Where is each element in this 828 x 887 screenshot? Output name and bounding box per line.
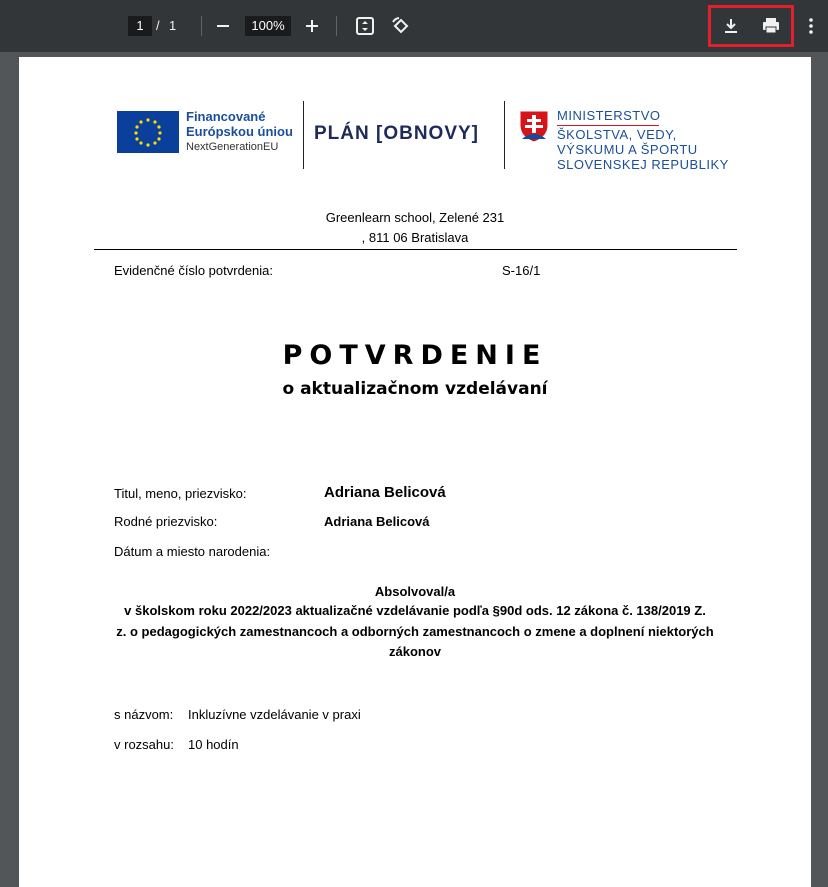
ministry-logo-underline [557, 125, 659, 126]
eu-logo-text: Európskou úniou [186, 124, 293, 139]
birth-surname-value: Adriana Belicová [324, 514, 430, 529]
logo-divider [303, 101, 304, 169]
rotate-button[interactable] [387, 12, 415, 40]
birth-surname-label: Rodné priezvisko: [114, 514, 218, 529]
name-value: Adriana Belicová [324, 484, 446, 501]
fit-page-button[interactable] [351, 12, 379, 40]
download-icon [722, 17, 740, 35]
eu-flag-logo [117, 111, 179, 153]
pdf-toolbar [0, 0, 828, 52]
eu-logo-text: Financované [186, 109, 266, 124]
ministry-logo-text: MINISTERSTVO [557, 108, 661, 123]
print-button[interactable] [757, 12, 785, 40]
total-pages: 1 [169, 18, 177, 33]
reference-number-label: Evidenčné číslo potvrdenia: [114, 263, 273, 278]
plus-icon [304, 18, 320, 34]
birth-date-place-label: Dátum a miesto narodenia: [114, 544, 271, 559]
zoom-in-button[interactable] [298, 12, 326, 40]
pdf-page [19, 57, 811, 887]
more-vert-icon [808, 17, 814, 35]
absolved-text-line: zákonov [388, 644, 441, 659]
rotate-icon [391, 16, 411, 36]
absolved-text-line: v školskom roku 2022/2023 aktualizačné vzdelávanie podľa §90d ods. 12 zákona č. 138/2019 Z. [124, 603, 706, 618]
absolved-heading: Absolvoval/a [374, 584, 456, 599]
more-options-button[interactable] [797, 12, 825, 40]
name-label: Titul, meno, priezvisko: [114, 486, 247, 501]
download-button[interactable] [717, 12, 745, 40]
header-divider [94, 249, 737, 250]
minus-icon [215, 18, 231, 34]
eu-logo-subtext: NextGenerationEU [186, 141, 279, 153]
school-address-line: Greenlearn school, Zelené 231 [325, 210, 505, 225]
fit-page-icon [355, 16, 375, 36]
ministry-logo-text: ŠKOLSTVA, VEDY, [557, 127, 677, 142]
reference-number-value: S-16/1 [502, 263, 541, 278]
plan-obnovy-logo: PLÁN [OBNOVY] [314, 123, 479, 144]
slovak-coat-of-arms-icon [518, 109, 550, 148]
course-name-value: Inkluzívne vzdelávanie v praxi [188, 707, 361, 722]
logo-divider [504, 101, 505, 169]
ministry-logo-text: SLOVENSKEJ REPUBLIKY [557, 157, 729, 172]
course-name-label: s názvom: [114, 707, 174, 722]
course-scope-value: 10 hodín [188, 737, 239, 752]
ministry-logo-text: VÝSKUMU A ŠPORTU [557, 142, 698, 157]
absolved-text-line: z. o pedagogických zamestnancoch a odborných zamestnancoch o zmene a doplnení niektorých [116, 624, 714, 639]
zoom-out-button[interactable] [209, 12, 237, 40]
print-icon [761, 16, 781, 36]
page-separator: / [156, 18, 160, 33]
school-address-line: , 811 06 Bratislava [361, 230, 469, 245]
zoom-input[interactable]: 100% [245, 16, 291, 36]
toolbar-divider [336, 16, 337, 36]
page-number-input[interactable]: 1 [128, 16, 152, 36]
document-subtitle: o aktualizačnom vzdelávaní [282, 379, 548, 399]
toolbar-divider [201, 16, 202, 36]
document-title: POTVRDENIE [282, 340, 548, 371]
course-scope-label: v rozsahu: [114, 737, 174, 752]
